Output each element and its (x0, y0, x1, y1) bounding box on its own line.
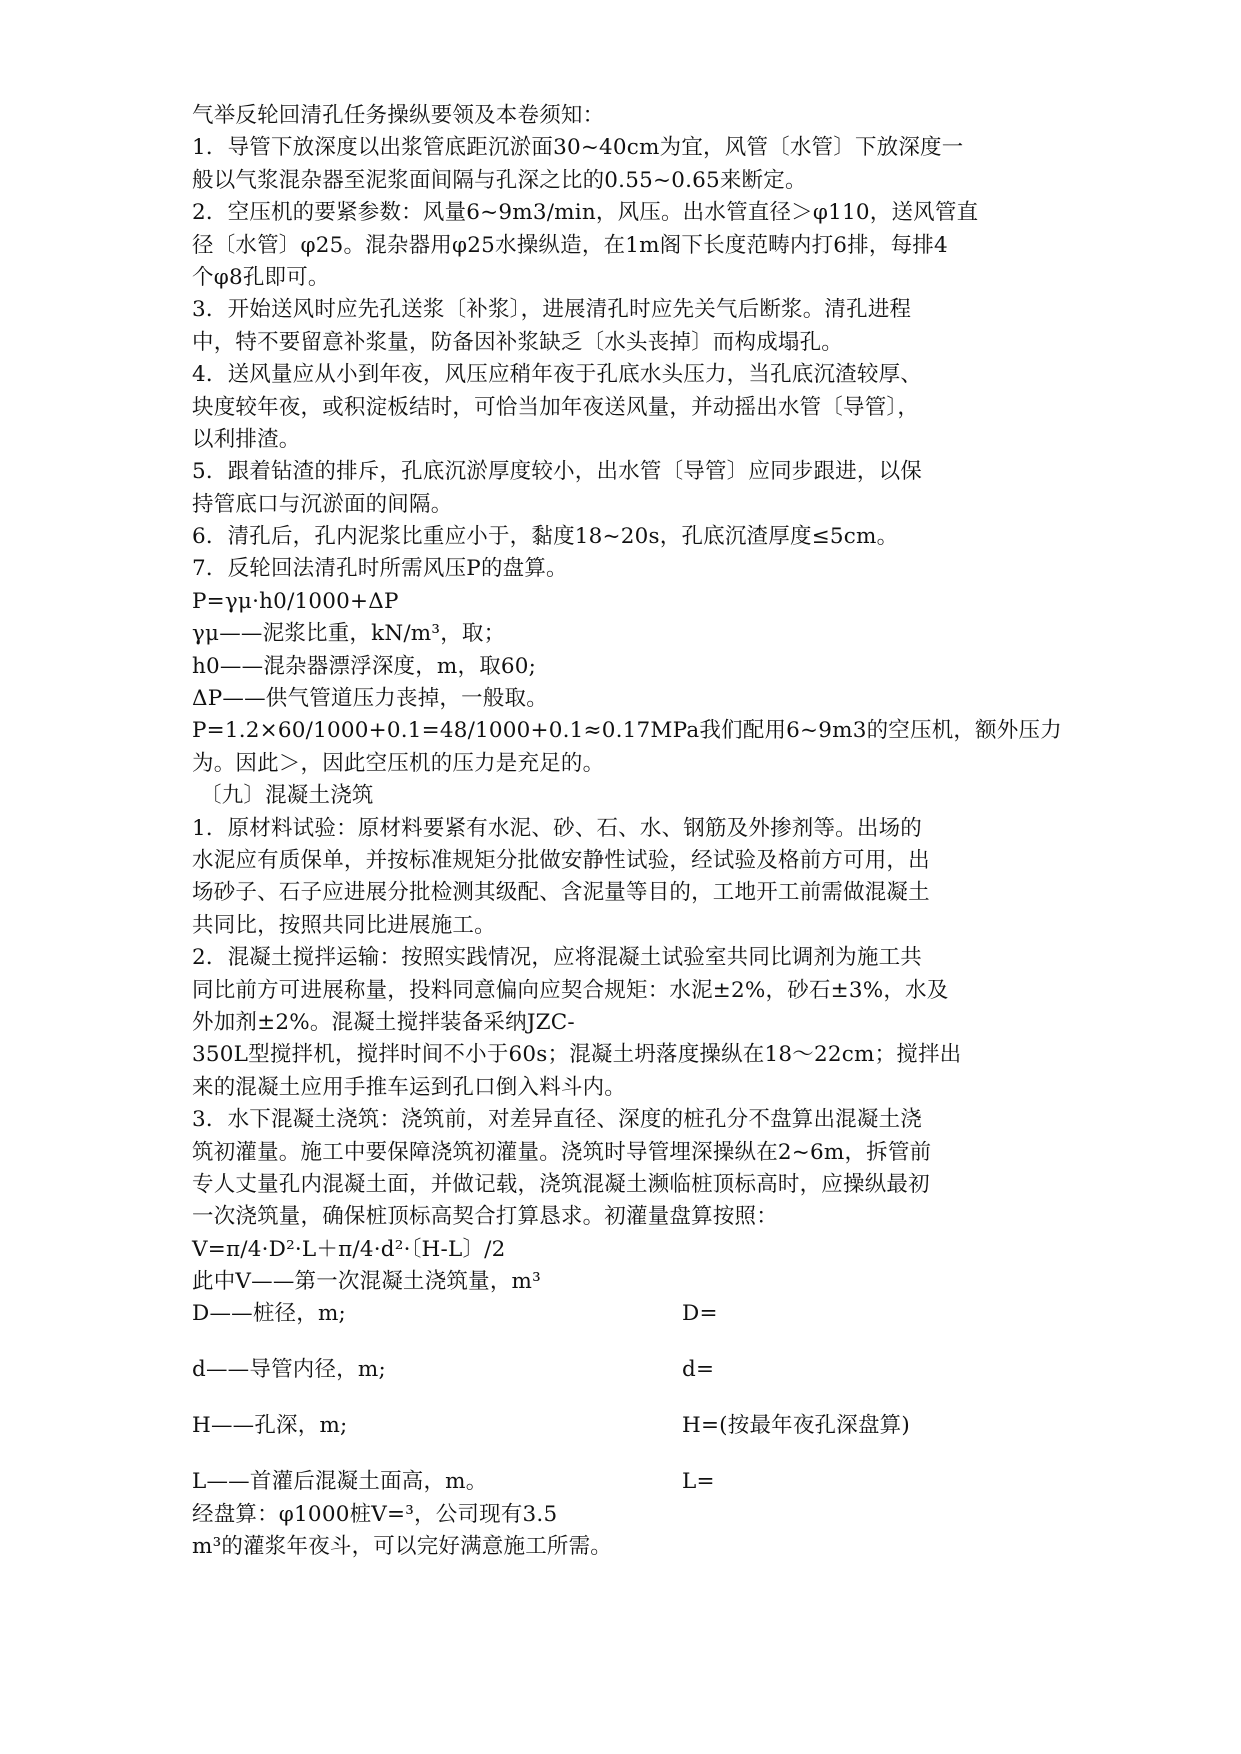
text-line: 筑初灌量。施工中要保障浇筑初灌量。浇筑时导管埋深操纵在2~6m，拆管前 (192, 1139, 932, 1165)
text-line: 2．混凝土搅拌运输：按照实践情况，应将混凝土试验室共同比调剂为施工共 (192, 945, 922, 971)
text-line: 2．空压机的要紧参数：风量6~9m3/min，风压。出水管直径＞φ110，送风管直 (192, 200, 979, 226)
text-line: 般以气浆混杂器至泥浆面间隔与孔深之比的0.55~0.65来断定。 (192, 167, 807, 193)
text-line: 以利排渣。 (192, 426, 301, 452)
text-line: 个φ8孔即可。 (192, 264, 330, 290)
text-line: γμ——泥浆比重，kN/m³，取； (192, 621, 506, 647)
concrete-pouring-section (192, 813, 1062, 1299)
text-line: 来的混凝土应用手推车运到孔口倒入料斗内。 (192, 1074, 627, 1100)
variable-row (192, 1466, 1062, 1498)
variable-definition: L——首灌后混凝土面高，m。 (192, 1469, 488, 1495)
variable-definitions (192, 1298, 1062, 1498)
text-line: 3．水下混凝土浇筑：浇筑前，对差异直径、深度的桩孔分不盘算出混凝土浇 (192, 1107, 922, 1133)
text-line: 6．清孔后，孔内泥浆比重应小于，黏度18~20s，孔底沉渣厚度≤5cm。 (192, 524, 899, 550)
text-line: 同比前方可进展称量，投料同意偏向应契合规矩：水泥±2%，砂石±3%，水及 (192, 977, 949, 1003)
text-line: ΔP——供气管道压力丧掉，一般取。 (192, 686, 548, 712)
variable-row (192, 1354, 1062, 1410)
text-line: P=γμ·h0/1000+ΔP (192, 588, 399, 614)
text-line: 外加剂±2%。混凝土搅拌装备采纳JZC- (192, 1009, 575, 1035)
variable-definition: d——导管内径，m; (192, 1357, 386, 1383)
text-line: 中，特不要留意补浆量，防备因补浆缺乏〔水头丧掉〕而构成塌孔。 (192, 329, 844, 355)
text-line: 为。因此＞，因此空压机的压力是充足的。 (192, 750, 605, 776)
variable-row (192, 1298, 1062, 1354)
text-line: V=π/4·D²·L＋π/4·d²·〔H-L〕/2 (192, 1236, 506, 1262)
text-line: 1．导管下放深度以出浆管底距沉淤面30~40cm为宜，风管〔水管〕下放深度一 (192, 135, 964, 161)
text-line: 水泥应有质保单，并按标准规矩分批做安静性试验，经试验及格前方可用，出 (192, 847, 930, 873)
text-line: 4．送风量应从小到年夜，风压应稍年夜于孔底水头压力，当孔底沉渣较厚、 (192, 362, 922, 388)
text-line: P=1.2×60/1000+0.1=48/1000+0.1≈0.17MPa我们配用6~9m3的空压机，额外压力 (192, 718, 1062, 744)
text-line: 350L型搅拌机，搅拌时间不小于60s；混凝土坍落度操纵在18～22cm；搅拌出 (192, 1042, 962, 1068)
document-page (192, 100, 1062, 1564)
variable-value: L= (682, 1469, 715, 1495)
text-line: 块度较年夜，或积淀板结时，可恰当加年夜送风量，并动摇出水管〔导管〕， (192, 394, 920, 420)
text-line: m³的灌浆年夜斗，可以完好满意施工所需。 (192, 1534, 613, 1560)
variable-value: d= (682, 1357, 715, 1383)
text-line: 共同比，按照共同比进展施工。 (192, 912, 496, 938)
variable-value: H=(按最年夜孔深盘算) (682, 1413, 910, 1439)
text-line: 7．反轮回法清孔时所需风压P的盘算。 (192, 556, 568, 582)
text-line: 此中V——第一次混凝土浇筑量，m³ (192, 1269, 541, 1295)
variable-definition: H——孔深，m; (192, 1413, 348, 1439)
variable-value: D= (682, 1301, 718, 1327)
text-line: 5．跟着钻渣的排斥，孔底沉淤厚度较小，出水管〔导管〕应同步跟进，以保 (192, 459, 922, 485)
text-line: 气举反轮回清孔任务操纵要领及本卷须知： (192, 103, 605, 128)
text-line: 场砂子、石子应进展分批检测其级配、含泥量等目的，工地开工前需做混凝土 (192, 880, 930, 906)
text-line: 经盘算：φ1000桩V=³，公司现有3.5 (192, 1501, 558, 1527)
variable-definition: D——桩径，m; (192, 1301, 346, 1327)
section-heading: 〔九〕混凝土浇筑 (200, 783, 374, 809)
text-line: 1．原材料试验：原材料要紧有水泥、砂、石、水、钢筋及外掺剂等。出场的 (192, 815, 922, 841)
text-line: 持管底口与沉淤面的间隔。 (192, 491, 453, 517)
text-line: 径〔水管〕φ25。混杂器用φ25水操纵造，在1m阁下长度范畴内打6排，每排4 (192, 232, 948, 258)
clearing-hole-section (192, 100, 1062, 780)
variable-row (192, 1410, 1062, 1466)
calculation-conclusion (192, 1499, 1062, 1564)
text-line: 3．开始送风时应先孔送浆〔补浆〕，进展清孔时应先关气后断浆。清孔进程 (192, 297, 912, 323)
text-line: 一次浇筑量，确保桩顶标高契合打算恳求。初灌量盘算按照： (192, 1204, 778, 1230)
text-line: 专人丈量孔内混凝土面，并做记载，浇筑混凝土濒临桩顶标高时，应操纵最初 (192, 1171, 930, 1197)
text-line: h0——混杂器漂浮深度，m，取60; (192, 653, 537, 679)
